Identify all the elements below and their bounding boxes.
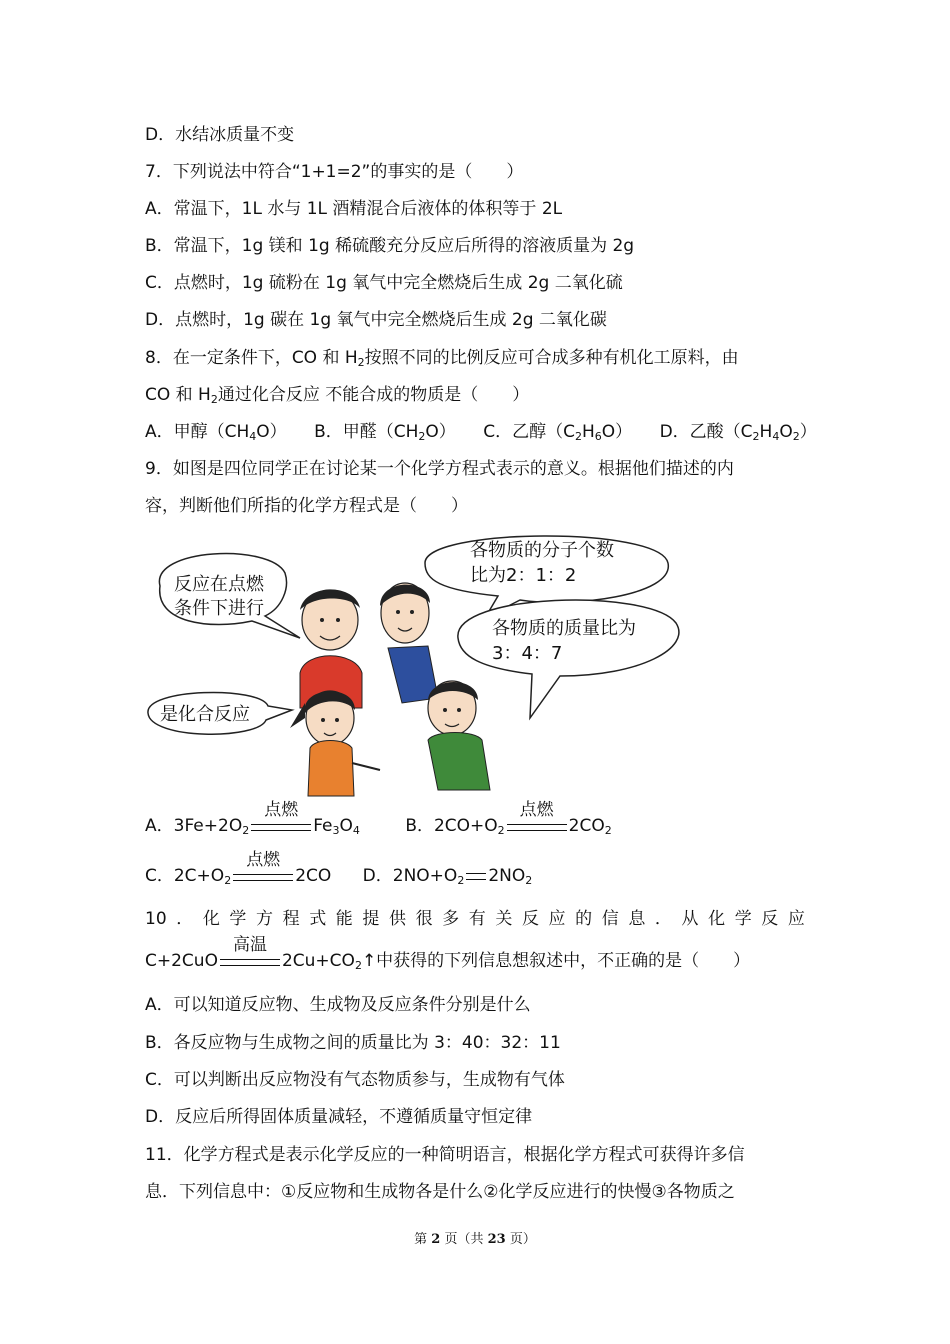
text: ） xyxy=(799,422,817,442)
question-9-line2: 容，判断他们所指的化学方程式是（ ） xyxy=(145,496,468,516)
double-bar xyxy=(251,824,311,831)
subscript: 2 xyxy=(242,824,250,837)
double-bar xyxy=(233,874,293,881)
text: O） xyxy=(601,422,633,442)
bubble-1-line-1: 反应在点燃 xyxy=(174,574,264,595)
double-bar xyxy=(507,824,567,831)
double-bar xyxy=(466,873,486,880)
q8-option-b xyxy=(314,421,456,443)
char: 息 xyxy=(628,909,646,929)
text: 通过化合反应 不能合成的物质是（ ） xyxy=(217,385,530,405)
question-11-line2: 息．下列信息中：①反应物和生成物各是什么②化学反应进行的快慢③各物质之 xyxy=(145,1182,735,1202)
subscript: 2 xyxy=(525,874,533,887)
q9-option-b xyxy=(405,800,612,837)
char: 学 xyxy=(734,909,752,929)
char: 应 xyxy=(548,909,566,929)
speech-bubble-1 xyxy=(159,554,300,638)
text: O xyxy=(339,816,353,836)
text: B．2CO+O xyxy=(405,816,498,836)
option-line: D．水结冰质量不变 xyxy=(145,125,295,145)
q8-option-d xyxy=(660,421,817,443)
condition-label: 点燃 xyxy=(519,800,554,820)
subscript: 2 xyxy=(497,824,505,837)
subscript: 2 xyxy=(354,959,362,972)
page-number: 2 xyxy=(431,1232,441,1247)
char: 学 xyxy=(229,909,247,929)
total-pages: 23 xyxy=(487,1232,506,1247)
char: 10 xyxy=(145,909,167,929)
text: H xyxy=(581,422,595,442)
char: 很 xyxy=(415,909,433,929)
page-footer xyxy=(0,1228,950,1247)
text: ↑中获得的下列信息想叙述中，不正确的是（ ） xyxy=(361,951,751,971)
char: 信 xyxy=(601,909,619,929)
char: 应 xyxy=(787,909,805,929)
char: 能 xyxy=(335,909,353,929)
char: 供 xyxy=(388,909,406,929)
q9-option-c xyxy=(145,850,332,887)
subscript: 2 xyxy=(457,874,465,887)
q10-option-b: B．各反应物与生成物之间的质量比为 3：40：32：11 xyxy=(145,1033,561,1053)
subscript: 4 xyxy=(249,430,257,443)
double-bar xyxy=(220,959,280,966)
text: 2Cu+CO xyxy=(281,951,355,971)
subscript: 2 xyxy=(210,393,218,406)
condition-label: 点燃 xyxy=(264,800,299,820)
subscript: 4 xyxy=(772,430,780,443)
condition-arrow xyxy=(251,800,311,837)
footer-text: 第 xyxy=(414,1232,432,1247)
student-girl-orange-shirt xyxy=(290,691,380,796)
q8-option-c xyxy=(483,421,632,443)
subscript: 4 xyxy=(352,824,360,837)
student-green-shirt xyxy=(428,681,490,790)
q8-option-a xyxy=(145,421,287,443)
q10-option-d: D．反应后所得固体质量减轻，不遵循质量守恒定律 xyxy=(145,1107,533,1127)
text: D．2NO+O xyxy=(362,866,458,886)
text: 8．在一定条件下，CO 和 H xyxy=(145,348,358,368)
char: 反 xyxy=(761,909,779,929)
text: O） xyxy=(425,422,456,442)
q9-option-a xyxy=(145,800,360,837)
condition-arrow xyxy=(220,935,280,972)
subscript: 2 xyxy=(224,874,232,887)
condition-label: 点燃 xyxy=(246,850,281,870)
text: C+2CuO xyxy=(145,951,218,971)
subscript: 2 xyxy=(574,430,582,443)
text: 2CO xyxy=(568,816,605,836)
char: 有 xyxy=(468,909,486,929)
text: H xyxy=(759,422,773,442)
q7-option-a: A．常温下，1L 水与 1L 酒精混合后液体的体积等于 2L xyxy=(145,199,563,219)
text: O） xyxy=(256,422,287,442)
q7-option-b: B．常温下，1g 镁和 1g 稀硫酸充分反应后所得的溶液质量为 2g xyxy=(145,236,635,256)
condition-label: 高温 xyxy=(232,935,267,955)
subscript: 2 xyxy=(357,356,365,369)
q7-option-d: D．点燃时，1g 碳在 1g 氧气中完全燃烧后生成 2g 二氧化碳 xyxy=(145,310,607,330)
subscript: 3 xyxy=(332,824,340,837)
text: 2NO xyxy=(488,866,526,886)
q7-option-c: C．点燃时，1g 硫粉在 1g 氧气中完全燃烧后生成 2g 二氧化硫 xyxy=(145,273,623,293)
bubble-2-line-1: 各物质的分子个数 xyxy=(470,540,614,561)
subscript: 2 xyxy=(752,430,760,443)
text: 2CO xyxy=(295,866,332,886)
bubble-4-line-1: 是化合反应 xyxy=(160,704,250,725)
condition-arrow xyxy=(507,800,567,837)
text: C．2C+O xyxy=(145,866,225,886)
char: 化 xyxy=(708,909,726,929)
condition-arrow xyxy=(233,850,293,887)
speech-bubble-3 xyxy=(458,600,679,718)
text: A．3Fe+2O xyxy=(145,816,243,836)
question-11-line1: 11．化学方程式是表示化学反应的一种简明语言，根据化学方程式可获得许多信 xyxy=(145,1145,745,1165)
char: 从 xyxy=(681,909,699,929)
question-9-line1: 9．如图是四位同学正在讨论某一个化学方程式表示的意义。根据他们描述的内 xyxy=(145,459,734,479)
subscript: 2 xyxy=(418,430,426,443)
char: 化 xyxy=(202,909,220,929)
q10-option-c: C．可以判断出反应物没有气态物质参与，生成物有气体 xyxy=(145,1070,565,1090)
text: B．甲醛（CH xyxy=(314,422,419,442)
student-red-shirt xyxy=(300,589,362,708)
bubble-1-line-2: 条件下进行 xyxy=(174,598,264,619)
q10-option-a: A．可以知道反应物、生成物及反应条件分别是什么 xyxy=(145,995,531,1015)
q9-option-d xyxy=(363,866,533,886)
student-blue-shirt xyxy=(380,583,438,703)
question-7: 7．下列说法中符合“1+1=2”的事实的是（ ） xyxy=(145,162,524,182)
students-illustration xyxy=(140,528,685,803)
char: 式 xyxy=(309,909,327,929)
subscript: 2 xyxy=(792,430,800,443)
bubble-2-line-2: 比为2：1：2 xyxy=(470,565,577,586)
char: 多 xyxy=(442,909,460,929)
text: D．乙酸（C xyxy=(659,422,753,442)
q8-options xyxy=(145,421,817,443)
text: Fe xyxy=(313,816,333,836)
text: O xyxy=(779,422,793,442)
char: ． xyxy=(654,909,672,929)
text: CO 和 H xyxy=(145,385,211,405)
question-8-line2 xyxy=(145,384,529,406)
footer-text: 页（共 xyxy=(440,1232,488,1247)
text: 按照不同的比例反应可合成多种有机化工原料，由 xyxy=(364,348,739,368)
char: 关 xyxy=(495,909,513,929)
text: C．乙醇（C xyxy=(483,422,575,442)
question-10-line2 xyxy=(145,935,751,972)
char: ． xyxy=(176,909,194,929)
char: 提 xyxy=(362,909,380,929)
footer-text: 页） xyxy=(505,1232,536,1247)
q9-options-cd xyxy=(145,850,533,887)
subscript: 6 xyxy=(594,430,602,443)
bubble-3-line-1: 各物质的质量比为 xyxy=(492,618,636,639)
text: A．甲醇（CH xyxy=(145,422,250,442)
bubble-3-line-2: 3：4：7 xyxy=(492,643,563,664)
char: 的 xyxy=(575,909,593,929)
char: 程 xyxy=(282,909,300,929)
subscript: 2 xyxy=(604,824,612,837)
question-8-line1 xyxy=(145,347,739,369)
char: 方 xyxy=(256,909,274,929)
question-10-line1 xyxy=(145,908,805,930)
char: 反 xyxy=(521,909,539,929)
q9-options-ab xyxy=(145,800,612,837)
speech-bubble-4 xyxy=(148,692,292,734)
